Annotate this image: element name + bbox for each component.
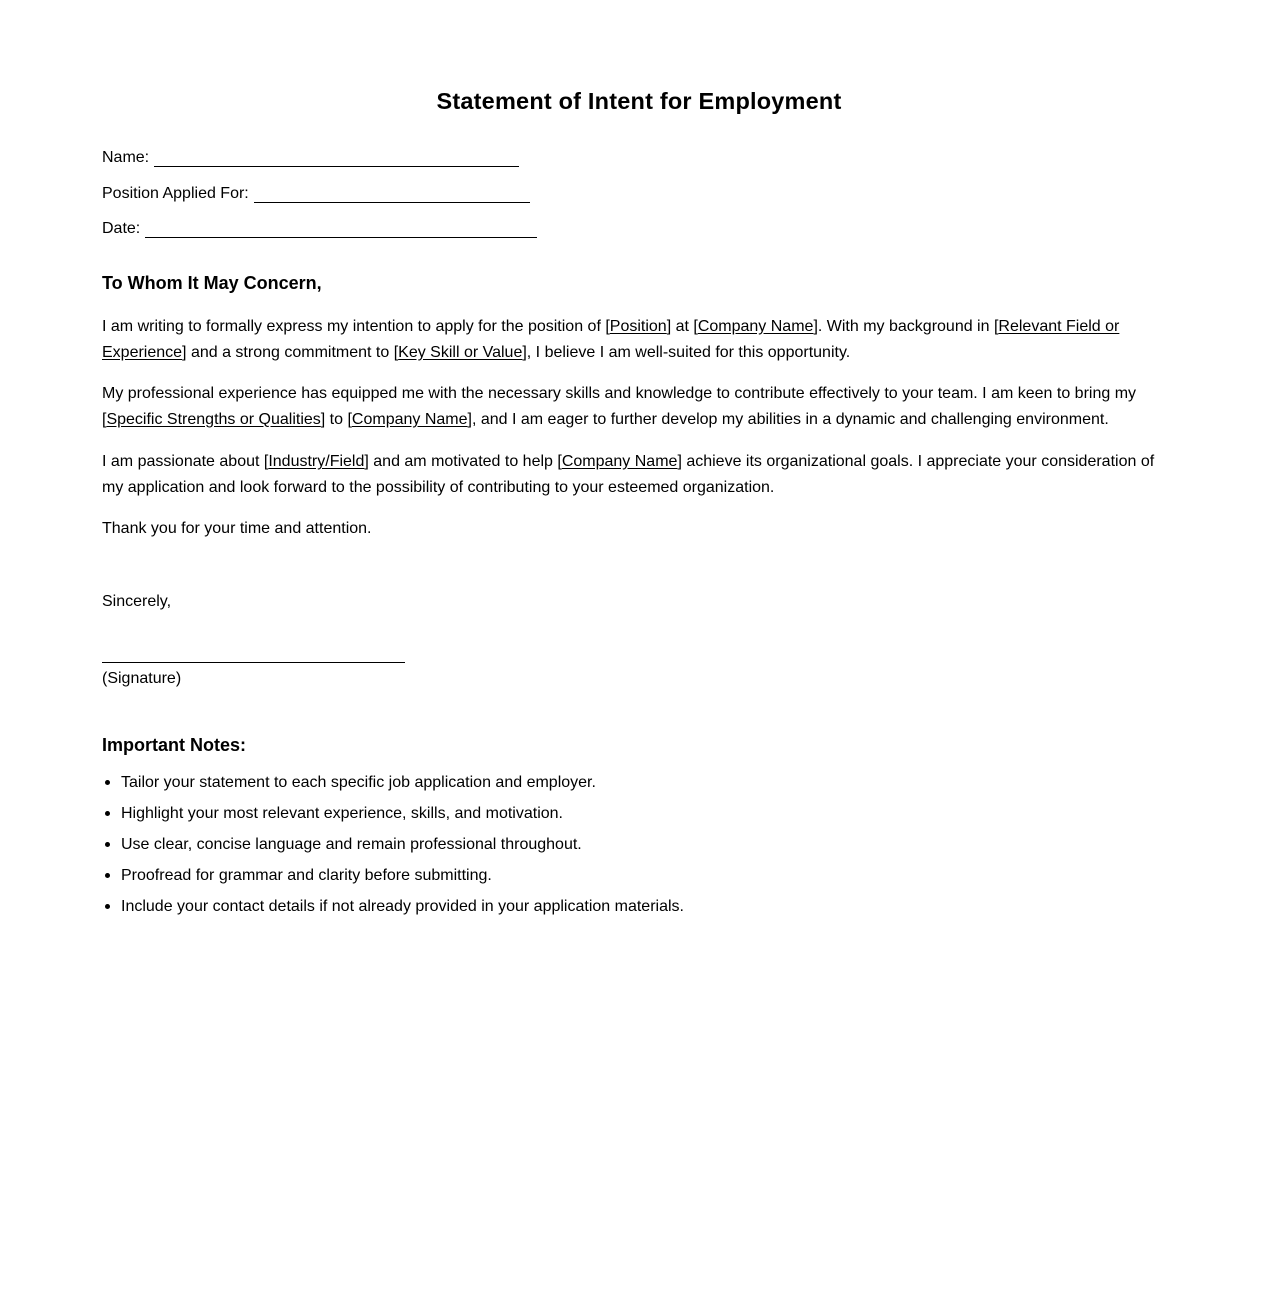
salutation: To Whom It May Concern, [102,273,322,293]
placeholder-relevant-field: Relevant Field or Experience [102,318,1120,361]
placeholder-position: Position [609,318,667,335]
p2-text-2: ] to [ [320,410,352,428]
p1-text-1: I am writing to formally express my intention to apply for the position of [ [102,318,610,335]
p1-text-5: ], I believe I am well-suited for this opportunity. [522,343,851,361]
list-item [102,834,684,865]
p3-text-2: ] and am motivated to help [ [364,453,562,470]
bullet-icon [105,811,110,816]
signature-line[interactable] [102,662,405,663]
date-blank-line[interactable] [145,221,537,238]
placeholder-company-name: Company Name [351,410,468,428]
date-label: Date: [102,220,141,237]
list-item [102,772,684,803]
placeholder-strengths: Specific Strengths or Qualities [106,410,321,428]
p2-text-1: My professional experience has equipped me with the necessary skills and knowledge to contribute effectively to your team. I am keen to bring my [ [102,385,1137,428]
notes-list [102,772,684,927]
paragraph-2 [102,381,1162,432]
list-item [102,865,684,896]
name-field-row [102,147,519,169]
p1-text-4: ] and a strong commitment to [ [182,343,399,361]
note-text: Include your contact details if not already provided in your application materials. [121,898,684,915]
note-text: Proofread for grammar and clarity before submitting. [121,867,492,884]
name-blank-line[interactable] [154,150,519,167]
placeholder-company-name: Company Name [561,453,678,470]
p1-text-3: ]. With my background in [ [813,318,999,335]
document-title: Statement of Intent for Employment [436,88,842,114]
p2-text-3: ], and I am eager to further develop my abilities in a dynamic and challenging environment. [467,410,1109,428]
closing: Sincerely, [102,593,172,610]
date-field-row [102,218,537,240]
list-item [102,896,684,927]
position-label: Position Applied For: [102,185,249,202]
bullet-icon [105,873,110,878]
bullet-icon [105,842,110,847]
list-item [102,803,684,834]
placeholder-industry-field: Industry/Field [268,453,365,470]
p3-text-1: I am passionate about [ [102,453,269,470]
note-text: Highlight your most relevant experience, skills, and motivation. [121,805,563,822]
p3-text-3: ] achieve its organizational goals. I appreciate your consideration of my application and look forward to the possibility of contributing to your esteemed organization. [102,453,1155,496]
notes-heading: Important Notes: [102,735,246,755]
note-text: Tailor your statement to each specific job application and employer. [121,774,596,791]
note-text: Use clear, concise language and remain professional throughout. [121,836,582,853]
name-label: Name: [102,149,150,166]
placeholder-key-skill: Key Skill or Value [398,343,523,361]
placeholder-company-name: Company Name [697,318,814,335]
p1-text-2: ] at [ [666,318,698,335]
position-field-row [102,183,530,205]
paragraph-1 [102,314,1172,365]
bullet-icon [105,780,110,785]
paragraph-3 [102,449,1162,500]
signature-label: (Signature) [102,670,182,687]
paragraph-4: Thank you for your time and attention. [102,520,372,537]
bullet-icon [105,904,110,909]
position-blank-line[interactable] [254,186,530,203]
